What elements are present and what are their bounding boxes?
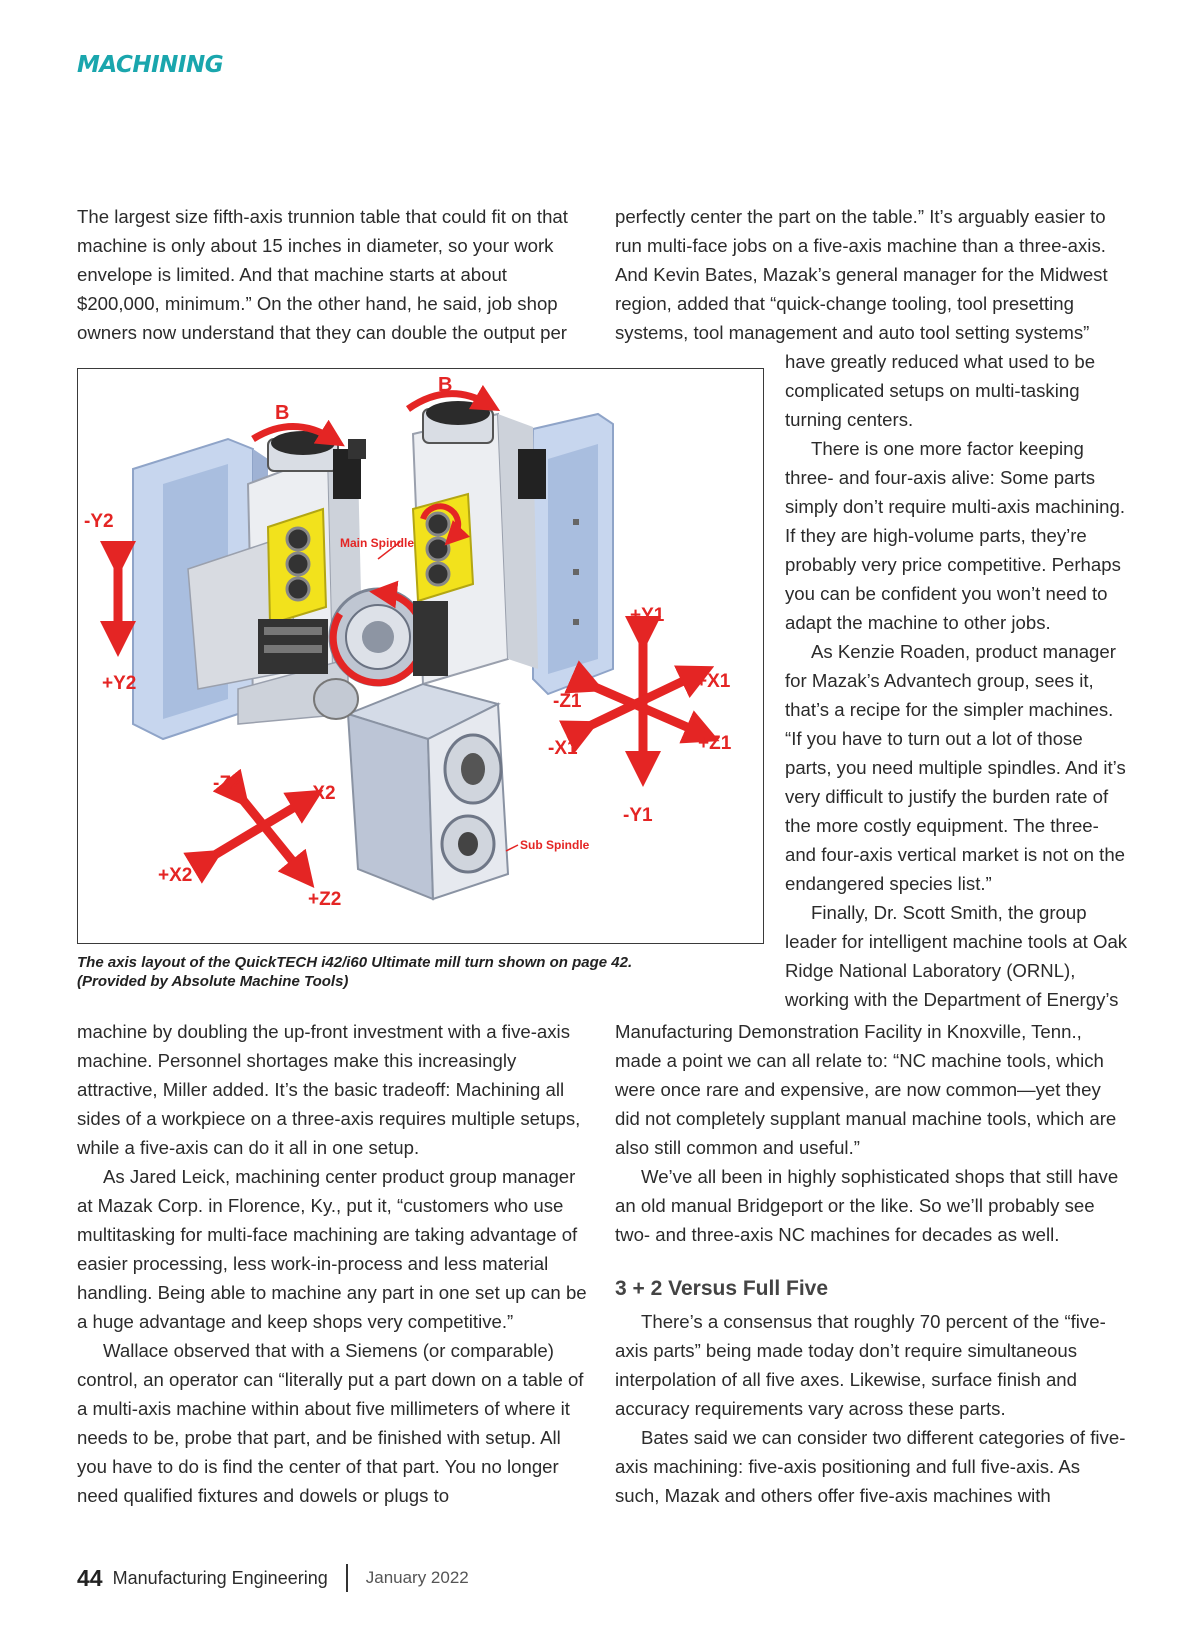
b-left-label: B [275, 402, 290, 424]
z1-pos-label: +Z1 [698, 733, 732, 754]
paragraph: As Kenzie Roaden, product manager for Mazak’s Advantech group, sees it, that’s a recipe for the simpler machines. “If you have to turn out a lot of those parts, you need multiple spindles. And it’s very difficult to justify the burden rate of the more costly equipment. The three- and four-axis vertical market is not on the endangered species list.” [785, 641, 1126, 894]
paragraph: We’ve all been in highly sophisticated shops that still have an old manual Bridgeport or the like. So we’ll probably see two- and three-axis NC machines for decades as well. [615, 1166, 1119, 1245]
paragraph: Manufacturing Demonstration Facility in Knoxville, Tenn., made a point we can all relate to: “NC machine tools, which were once rare and expensive, are now common—yet they did not completely supplant manual machine tools, which are also still common and useful.” [615, 1021, 1117, 1158]
paragraph: have greatly reduced what used to be complicated setups on multi-tasking turning centers. [785, 351, 1096, 430]
sub-spindle-label: Sub Spindle [520, 838, 590, 852]
paragraph: Finally, Dr. Scott Smith, the group leader for intelligent machine tools at Oak Ridge National Laboratory (ORNL), working with the Department of Energy’s [785, 902, 1128, 1010]
paragraph: Wallace observed that with a Siemens (or comparable) control, an operator can “literally put a part down on a table of a multi-axis machine within about five millimeters of where it needs to be, probe that part, and be finished with setup. All you have to do is find the center of that part. You no longer need qualified fixtures and dowels or plugs to [77, 1340, 584, 1506]
x1-neg-label: -X1 [548, 738, 578, 759]
y2-pos-label: +Y2 [102, 673, 137, 694]
section-header: MACHINING [77, 52, 224, 78]
left-turret-block [258, 509, 328, 674]
left-column-bottom [77, 1017, 589, 1510]
page-number: 44 [77, 1564, 103, 1591]
right-column-mid [615, 1017, 1130, 1249]
x2-neg-label: -X2 [306, 783, 336, 804]
main-spindle-label: Main Spindle [340, 536, 415, 550]
caption-line: (Provided by Absolute Machine Tools) [77, 973, 349, 990]
right-spindle-housing [413, 401, 546, 684]
b-right-label: B [438, 374, 453, 396]
footer-divider [346, 1564, 348, 1592]
issue-date: January 2022 [365, 1568, 469, 1587]
y2-neg-label: -Y2 [84, 511, 114, 532]
z1-neg-label: -Z1 [553, 691, 582, 712]
paragraph: There is one more factor keeping three- and four-axis alive: Some parts simply don’t require multi-axis machining. If they are high-volume parts, they’re probably very price competitive. Perhaps you can be confident you won’t need to adapt the machine to other jobs. [785, 438, 1125, 633]
y1-neg-label: -Y1 [623, 805, 653, 826]
paragraph: There’s a consensus that roughly 70 percent of the “five-axis parts” being made today don’t require simultaneous interpolation of all five axes. Likewise, surface finish and accuracy requirements vary across these parts. [615, 1311, 1106, 1419]
subheading: 3 + 2 Versus Full Five [615, 1277, 829, 1300]
z2-neg-label: -Z2 [213, 773, 242, 794]
paragraph: As Jared Leick, machining center product group manager at Mazak Corp. in Florence, Ky., put it, “customers who use multitasking for multi-face machining are taking advantage of easier processing, less work-in-process and less material handling. Being able to machine any part in one set up can be a huge advantage and keep shops very competitive.” [77, 1166, 587, 1332]
x2-pos-label: +X2 [158, 865, 193, 886]
axis-layout-figure [77, 368, 764, 944]
paragraph: machine by doubling the up-front investment with a five-axis machine. Personnel shortages make this increasingly attractive, Miller added. It’s the basic tradeoff: Machining all sides of a workpiece on a three-axis requires multiple setups, while a five-axis can do it all in one setup. [77, 1021, 581, 1158]
figure-caption [77, 953, 767, 991]
z2-pos-label: +Z2 [308, 889, 342, 910]
paragraph: Bates said we can consider two different categories of five-axis machining: five-axis positioning and full five-axis. As such, Mazak and others offer five-axis machines with [615, 1427, 1126, 1506]
right-column-narrow [785, 347, 1130, 1014]
sub-spindle [314, 679, 508, 899]
paragraph: The largest size fifth-axis trunnion table that could fit on that machine is only about 15 inches in diameter, so your work envelope is limited. And that machine starts at about $200,000, minimum.” On the other hand, he said, job shop owners now understand that they can double the output per [77, 206, 568, 343]
page-footer [77, 1558, 469, 1598]
right-column-bottom [615, 1307, 1127, 1510]
x1-pos-label: +X1 [696, 671, 731, 692]
right-column-top [615, 202, 1127, 347]
main-spindle [330, 589, 426, 685]
left-column-top [77, 202, 587, 347]
caption-line: The axis layout of the QuickTECH i42/i60 Ultimate mill turn shown on page 42. [77, 954, 633, 971]
y1-pos-label: +Y1 [630, 605, 665, 626]
magazine-name: Manufacturing Engineering [112, 1567, 328, 1588]
x2-arrow [208, 799, 308, 859]
paragraph: perfectly center the part on the table.” It’s arguably easier to run multi-face jobs on a five-axis machine than a three-axis. And Kevin Bates, Mazak’s general manager for the Midwest region, added that “quick-change tooling, tool presetting systems, tool management and auto tool setting systems” [615, 206, 1108, 343]
machine-diagram [78, 369, 764, 944]
sub-spindle-leader [506, 845, 518, 851]
